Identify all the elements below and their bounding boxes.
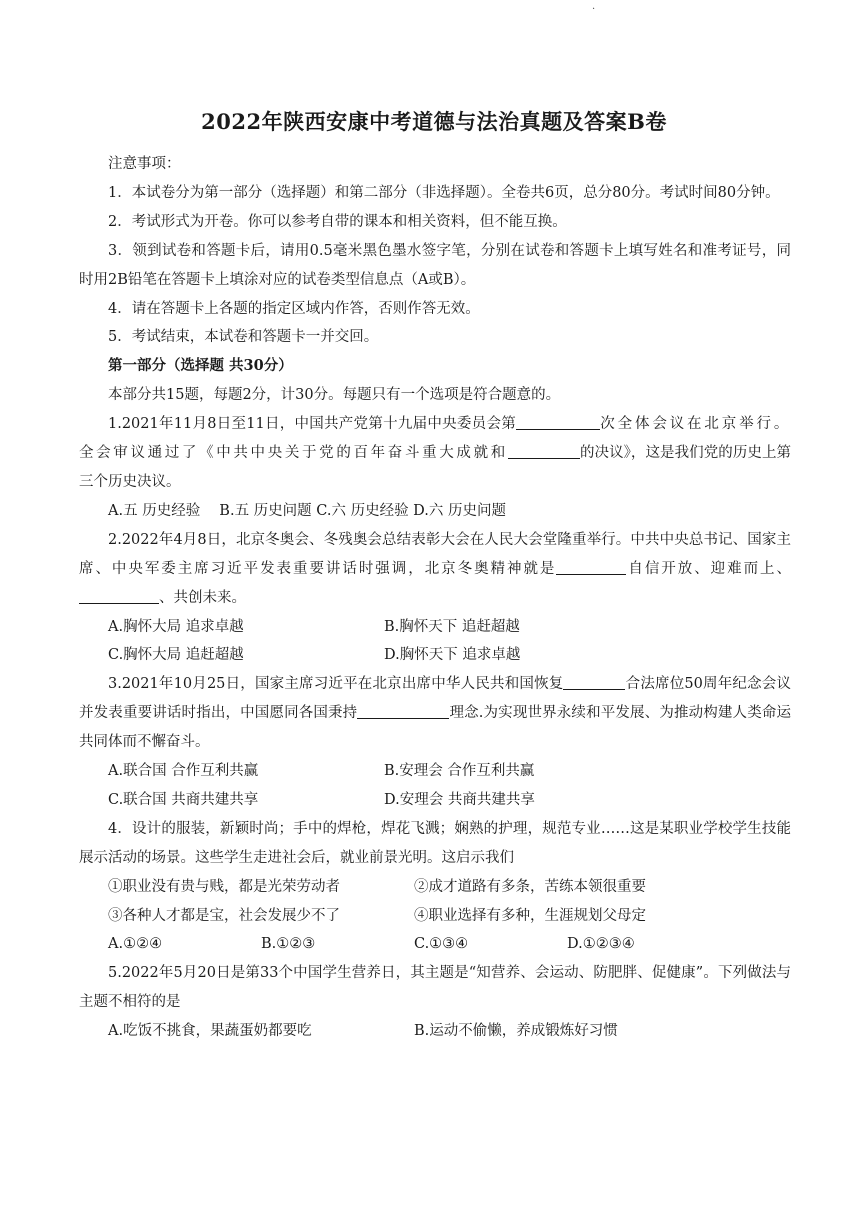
q1-options: A.五 历史经验 B.五 历史问题 C.六 历史经验 D.六 历史问题 (108, 502, 507, 519)
q3-stem (79, 670, 791, 757)
q1-stem-a: 1.2021年11月8日至11日，中国共产党第十九届中央委员会第 (108, 416, 516, 433)
q2-blank-1 (556, 559, 626, 575)
q3-stem-c: 理念.为实现世界永续和平发展、为推动构建人类命运共同体而不懈奋斗。 (79, 705, 792, 751)
notice-item-4: 4．请在答题卡上各题的指定区域内作答，否则作答无效。 (108, 300, 480, 317)
q4-option-d: D.①②③④ (567, 936, 635, 953)
q4-option-a: A.①②④ (108, 936, 163, 953)
q4-statements-row-2 (79, 902, 791, 931)
q3-blank-1 (563, 674, 625, 690)
q5-option-b: B.运动不偷懒，养成锻炼好习惯 (414, 1023, 618, 1040)
notice-item-1: 1．本试卷分为第一部分（选择题）和第二部分（非选择题）。全卷共6页，总分80分。考试时间80分钟。 (108, 184, 780, 201)
q1-blank-2 (508, 443, 580, 459)
notice-item-5: 5．考试结束，本试卷和答题卡一并交回。 (108, 329, 379, 346)
q3-blank-2 (357, 703, 449, 719)
part1-intro: 本部分共15题，每题2分，计30分。每题只有一个选项是符合题意的。 (108, 387, 561, 404)
q4-statement-1: ①职业没有贵与贱，都是光荣劳动者 (108, 878, 340, 895)
notice-item-2: 2．考试形式为开卷。你可以参考自带的课本和相关资料，但不能互换。 (108, 213, 567, 230)
page-title: 2022年陕西安康中考道德与法治真题及答案B卷 (201, 109, 667, 134)
q3-option-c: C.联合国 共商共建共享 (108, 791, 259, 808)
q4-statements-row-1 (79, 873, 791, 902)
q2-option-c: C.胸怀大局 追赶超越 (108, 647, 244, 664)
q2-options-row-2 (79, 641, 791, 670)
q2-stem-c: 、共创未来。 (159, 589, 246, 606)
q2-option-a: A.胸怀大局 追求卓越 (108, 618, 244, 635)
q3-options-row-1 (79, 757, 791, 786)
header-dot: · (592, 4, 596, 15)
q3-option-a: A.联合国 合作互利共赢 (108, 763, 259, 780)
q4-option-c: C.①③④ (414, 936, 469, 953)
q5-stem: 5.2022年5月20日是第33个中国学生营养日，其主题是“知营养、会运动、防肥胖、促健康”。下列做法与主题不相符的是 (79, 965, 791, 1011)
part1-heading: 第一部分（选择题 共30分） (108, 357, 293, 375)
q3-option-d: D.安理会 共商共建共享 (384, 791, 535, 808)
q2-stem (79, 526, 791, 613)
q4-option-b: B.①②③ (261, 936, 316, 953)
q2-option-b: B.胸怀天下 追赶超越 (384, 618, 520, 635)
q3-stem-b: 合法席位50周年纪念会议并发表重要讲话时指出，中国愿同各国秉持 (79, 676, 791, 722)
q1-stem (79, 410, 791, 497)
q3-options-row-2 (79, 786, 791, 815)
q2-blank-2 (79, 588, 159, 604)
q3-option-b: B.安理会 合作互利共赢 (384, 763, 535, 780)
q1-stem-b: 次全体会议在北京举行。全会审议通过了《中共中央关于党的百年奋斗重大成就和 (79, 416, 791, 462)
q1-blank-1 (516, 414, 600, 430)
q5-option-a: A.吃饭不挑食，果蔬蛋奶都要吃 (108, 1023, 312, 1040)
q4-options (79, 930, 791, 959)
q2-options-row-1 (79, 613, 791, 642)
q3-stem-a: 3.2021年10月25日，国家主席习近平在北京出席中华人民共和国恢复 (108, 676, 564, 693)
q4-statement-3: ③各种人才都是宝，社会发展少不了 (108, 907, 340, 924)
exam-content (79, 150, 791, 1046)
q2-option-d: D.胸怀天下 追求卓越 (384, 647, 521, 664)
q4-statement-2: ②成才道路有多条，苦练本领很重要 (414, 878, 646, 895)
q2-stem-a: 2.2022年4月8日，北京冬奥会、冬残奥会总结表彰大会在人民大会堂隆重举行。中共中央总书记、国家主席、中央军委主席习近平发表重要讲话时强调，北京冬奥精神就是 (79, 531, 791, 577)
notice-heading: 注意事项： (108, 156, 181, 172)
q1-stem-c: 的决议》，这是我们党的历史上第三个历史决议。 (79, 445, 791, 490)
q4-stem: 4．设计的服装，新颖时尚；手中的焊枪，焊花飞溅；娴熟的护理，规范专业……这是某职业学校学生技能展示活动的场景。这些学生走进社会后，就业前景光明。这启示我们 (79, 820, 791, 866)
notice-item-3: 3．领到试卷和答题卡后，请用0.5毫米黑色墨水签字笔，分别在试卷和答题卡上填写姓名和准考证号，同时用2B铅笔在答题卡上填涂对应的试卷类型信息点（A或B）。 (79, 242, 791, 288)
q4-statement-4: ④职业选择有多种，生涯规划父母定 (414, 907, 646, 924)
q5-options-row-1 (79, 1017, 791, 1046)
q2-stem-b: 自信开放、迎难而上、 (626, 560, 792, 577)
